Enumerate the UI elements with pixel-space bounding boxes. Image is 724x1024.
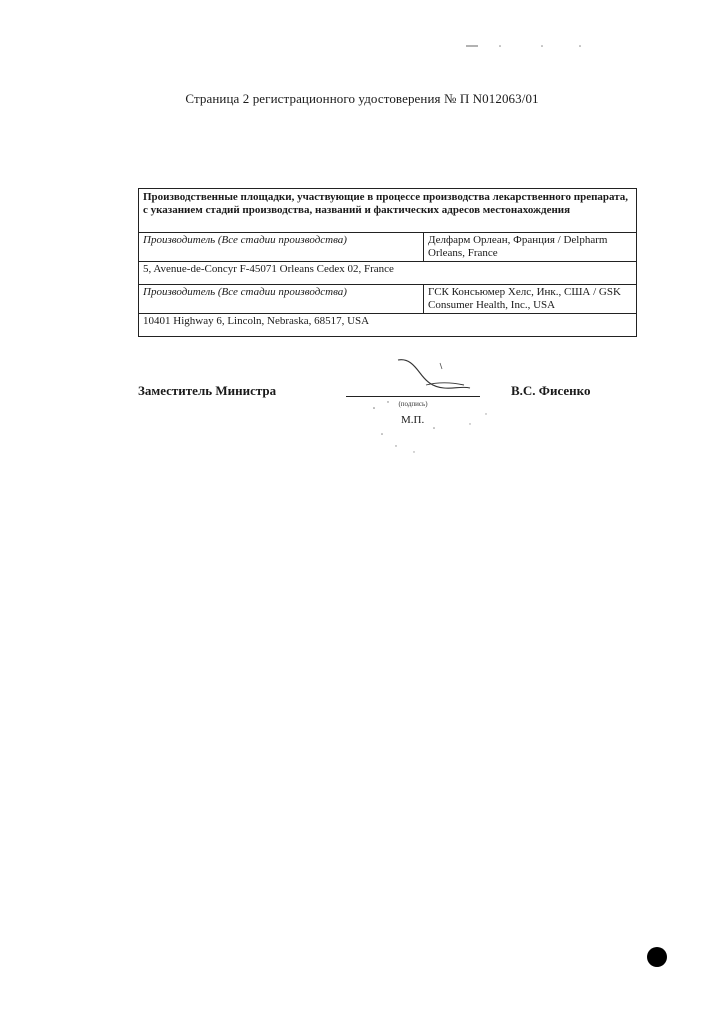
manufacturer-company-1: Делфарм Орлеан, Франция / Delpharm Orleans, France	[424, 233, 637, 262]
page-dot	[647, 947, 667, 967]
manufacturer-role-2: Производитель (Все стадии производства)	[139, 285, 424, 314]
handwritten-signature	[380, 355, 490, 400]
manufacturer-address-1: 5, Avenue-de-Concyr F-45071 Orleans Cedex 02, France	[139, 262, 637, 285]
page-header: Страница 2 регистрационного удостоверения № П N012063/01	[185, 91, 539, 106]
manufacturing-sites-table	[138, 188, 637, 337]
scan-speckles	[360, 400, 500, 460]
table-row	[139, 262, 637, 285]
table-row	[139, 233, 637, 262]
scan-marks-top	[460, 40, 590, 52]
manufacturer-address-2: 10401 Highway 6, Lincoln, Nebraska, 68517, USA	[139, 314, 637, 337]
manufacturer-company-2: ГСК Консьюмер Хелс, Инк., США / GSK Consumer Health, Inc., USA	[424, 285, 637, 314]
table-row	[139, 285, 637, 314]
signature-line	[346, 396, 480, 397]
signer-name: В.С. Фисенко	[511, 383, 591, 398]
manufacturer-role-1: Производитель (Все стадии производства)	[139, 233, 424, 262]
table-title: Производственные площадки, участвующие в процессе производства лекарственного препарата, с указанием стадий производства, названий и фактических адресов местонахождения	[139, 189, 637, 233]
table-title-row	[139, 189, 637, 233]
signer-title: Заместитель Министра	[138, 383, 277, 398]
table-row	[139, 314, 637, 337]
stamp-mark: М.П.	[401, 414, 425, 426]
signature-caption: (подпись)	[398, 400, 428, 408]
